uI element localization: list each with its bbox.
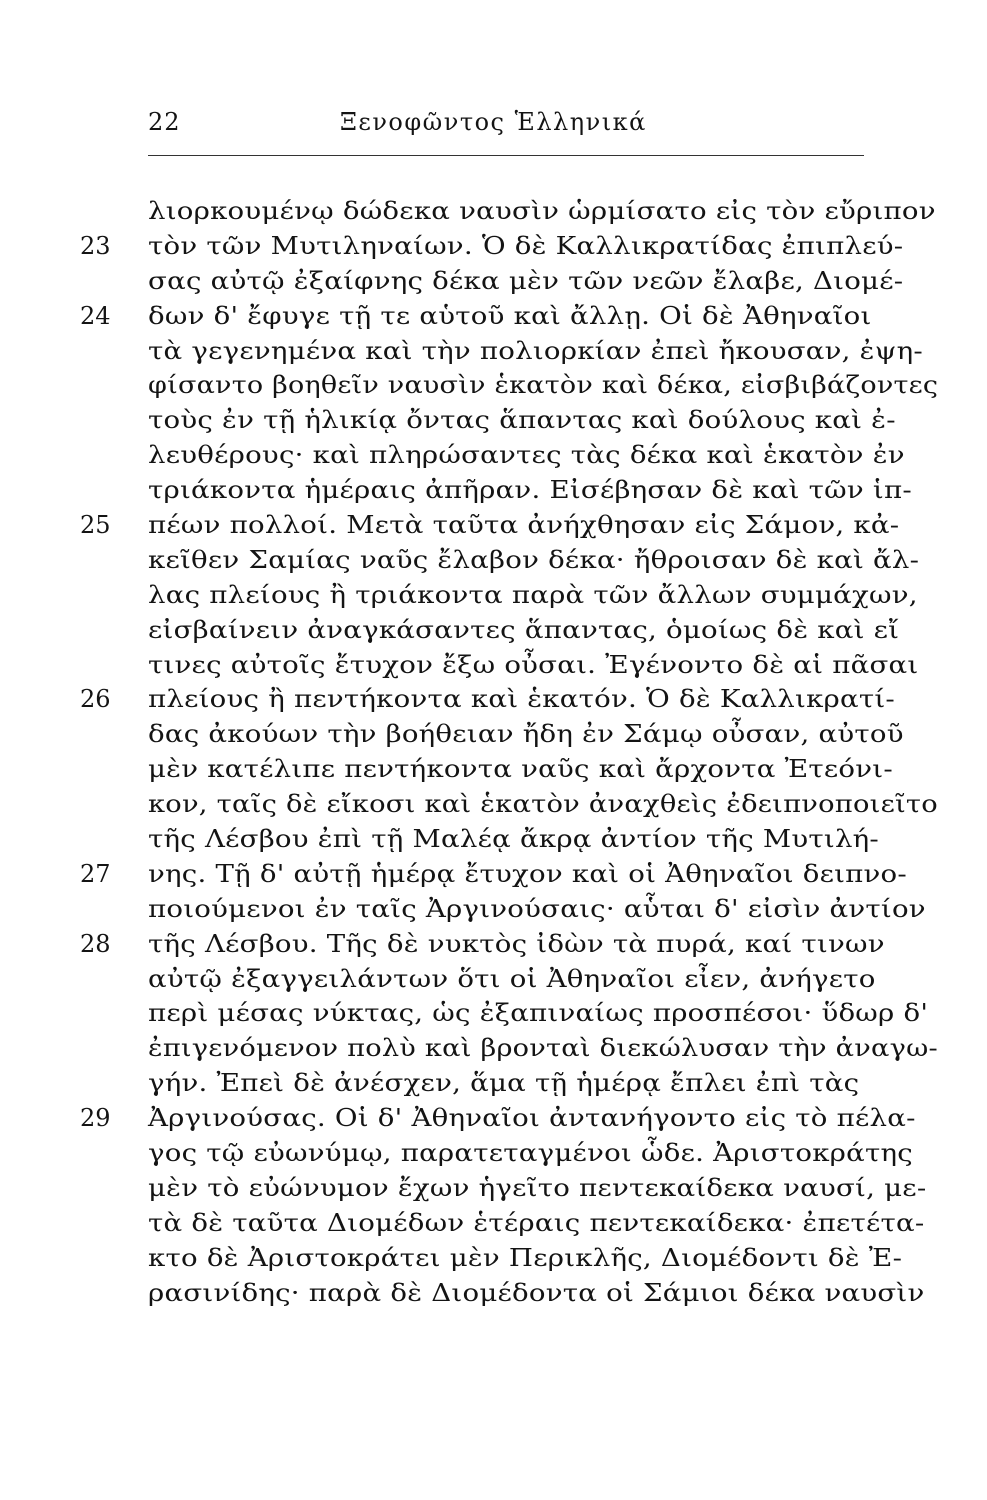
line-text: ἐπιγενόμενον πολὺ καὶ βρονταὶ διεκώλυσαν τὴν ἀναγω- (148, 1034, 938, 1063)
text-line (80, 508, 900, 543)
line-text: λευθέρους· καὶ πληρώσαντες τὰς δέκα καὶ ἑκατὸν ἐν (148, 441, 905, 470)
text-line (80, 543, 920, 578)
text-line (80, 996, 929, 1031)
line-text: σας αὐτῷ ἐξαίφνης δέκα μὲν τῶν νεῶν ἔλαβε, Διομέ- (148, 266, 904, 295)
line-text: λιορκουμένῳ δώδεκα ναυσὶν ὡρμίσατο εἰς τὸν εὔριπον (148, 197, 936, 225)
line-text: τὸν τῶν Μυτιληναίων. Ὁ δὲ Καλλικρατίδας ἐπιπλεύ- (148, 231, 904, 260)
line-text: τινες αὐτοῖς ἔτυχον ἔξω οὖσαι. Ἐγένοντο δὲ αἱ πᾶσαι (148, 650, 919, 679)
header-rule (148, 155, 864, 156)
line-text: Ἀργινούσας. Οἱ δ' Ἀθηναῖοι ἀντανήγοντο εἰς τὸ πέλα- (148, 1104, 916, 1133)
text-line (80, 1066, 880, 1101)
text-line (80, 648, 919, 683)
section-number: 24 (80, 301, 111, 330)
text-block (80, 194, 939, 1311)
section-number: 29 (80, 1104, 111, 1133)
section-number: 28 (80, 929, 111, 958)
text-line (80, 1101, 916, 1136)
line-text: μὲν τὸ εὐώνυμον ἔχων ἡγεῖτο πεντεκαίδεκα ναυσί, με- (148, 1173, 927, 1202)
line-text: ποιούμενοι ἐν ταῖς Ἀργινούσαις· αὗται δ' εἰσὶν ἀντίον (148, 894, 926, 923)
text-line (80, 194, 936, 229)
text-line (80, 264, 904, 299)
line-text: τοὺς ἐν τῇ ἡλικίᾳ ὄντας ἅπαντας καὶ δούλους καὶ ἐ- (148, 406, 896, 435)
text-line (80, 299, 880, 334)
text-line (80, 892, 926, 927)
line-text: φίσαντο βοηθεῖν ναυσὶν ἑκατὸν καὶ δέκα, εἰσβιβάζοντες (148, 371, 939, 400)
line-text: δων δ' ἔφυγε τῇ τε αὑτοῦ καὶ ἄλλῃ. Οἱ δὲ Ἀθηναῖοι (148, 301, 872, 330)
text-line (80, 1171, 927, 1206)
line-text: πέων πολλοί. Μετὰ ταῦτα ἀνήχθησαν εἰς Σάμον, κἀ- (148, 511, 900, 540)
text-line (80, 334, 923, 369)
text-line (80, 229, 904, 264)
line-text: μὲν κατέλιπε πεντήκοντα ναῦς καὶ ἄρχοντα Ἐτεόνι- (148, 755, 893, 784)
text-line (80, 962, 880, 997)
text-line (80, 717, 904, 752)
running-title: Ξενοφῶντος Ἑλληνικά (340, 108, 647, 136)
line-text: κεῖθεν Σαμίας ναῦς ἔλαβον δέκα· ἤθροισαν δὲ καὶ ἄλ- (148, 545, 920, 574)
text-line (80, 857, 907, 892)
line-text: τριάκοντα ἡμέραις ἀπῆραν. Εἰσέβησαν δὲ καὶ τῶν ἱπ- (148, 476, 912, 505)
page-number: 22 (148, 108, 181, 136)
section-number: 27 (80, 859, 111, 888)
line-text: νης. Τῇ δ' αὐτῇ ἡμέρᾳ ἔτυχον καὶ οἱ Ἀθηναῖοι δειπνο- (148, 859, 907, 888)
text-line (80, 752, 893, 787)
page-header (148, 108, 864, 148)
line-text: πλείους ἢ πεντήκοντα καὶ ἑκατόν. Ὁ δὲ Καλλικρατί- (148, 685, 895, 714)
section-number: 26 (80, 685, 111, 714)
text-line (80, 368, 939, 403)
text-line (80, 1206, 925, 1241)
line-text: λας πλείους ἢ τριάκοντα παρὰ τῶν ἄλλων συμμάχων, (148, 580, 918, 609)
text-line (80, 682, 895, 717)
line-text: ρασινίδης· παρὰ δὲ Διομέδοντα οἱ Σάμιοι δέκα ναυσὶν (148, 1278, 925, 1307)
line-text: τὰ γεγενημένα καὶ τὴν πολιορκίαν ἐπεὶ ἤκουσαν, ἐψη- (148, 336, 923, 365)
line-text: κτο δὲ Ἀριστοκράτει μὲν Περικλῆς, Διομέδοντι δὲ Ἐ- (148, 1243, 903, 1272)
text-line (80, 1136, 913, 1171)
line-text: κον, ταῖς δὲ εἴκοσι καὶ ἑκατὸν ἀναχθεὶς ἐδειπνοποιεῖτο (148, 790, 938, 819)
text-line (80, 438, 905, 473)
text-line (80, 822, 880, 857)
text-line (80, 1031, 938, 1066)
text-line (80, 927, 885, 962)
line-text: περὶ μέσας νύκτας, ὡς ἐξαπιναίως προσπέσοι· ὕδωρ δ' (148, 999, 929, 1028)
line-text: δας ἀκούων τὴν βοήθειαν ἤδη ἐν Σάμῳ οὖσαν, αὐτοῦ (148, 720, 904, 749)
line-text: αὐτῷ ἐξαγγειλάντων ὅτι οἱ Ἀθηναῖοι εἶεν, ἀνήγετο (148, 964, 876, 993)
text-line (80, 1276, 925, 1311)
text-line (80, 578, 918, 613)
line-text: τῆς Λέσβου. Τῆς δὲ νυκτὸς ἰδὼν τὰ πυρά, καί τινων (148, 929, 885, 958)
section-number: 23 (80, 231, 111, 260)
line-text: γήν. Ἐπεὶ δὲ ἀνέσχεν, ἅμα τῇ ἡμέρᾳ ἔπλει ἐπὶ τὰς (148, 1069, 860, 1098)
text-line (80, 473, 912, 508)
line-text: εἰσβαίνειν ἀναγκάσαντες ἅπαντας, ὁμοίως δὲ καὶ εἴ (148, 615, 900, 644)
text-line (80, 403, 896, 438)
section-number: 25 (80, 511, 111, 540)
line-text: γος τῷ εὐωνύμῳ, παρατεταγμένοι ὧδε. Ἀριστοκράτης (148, 1139, 913, 1168)
line-text: τὰ δὲ ταῦτα Διομέδων ἑτέραις πεντεκαίδεκα· ἐπετέτα- (148, 1208, 925, 1237)
text-line (80, 1241, 903, 1276)
text-line (80, 613, 900, 648)
text-line (80, 787, 938, 822)
line-text: τῆς Λέσβου ἐπὶ τῇ Μαλέᾳ ἄκρᾳ ἀντίον τῆς Μυτιλή- (148, 825, 879, 854)
